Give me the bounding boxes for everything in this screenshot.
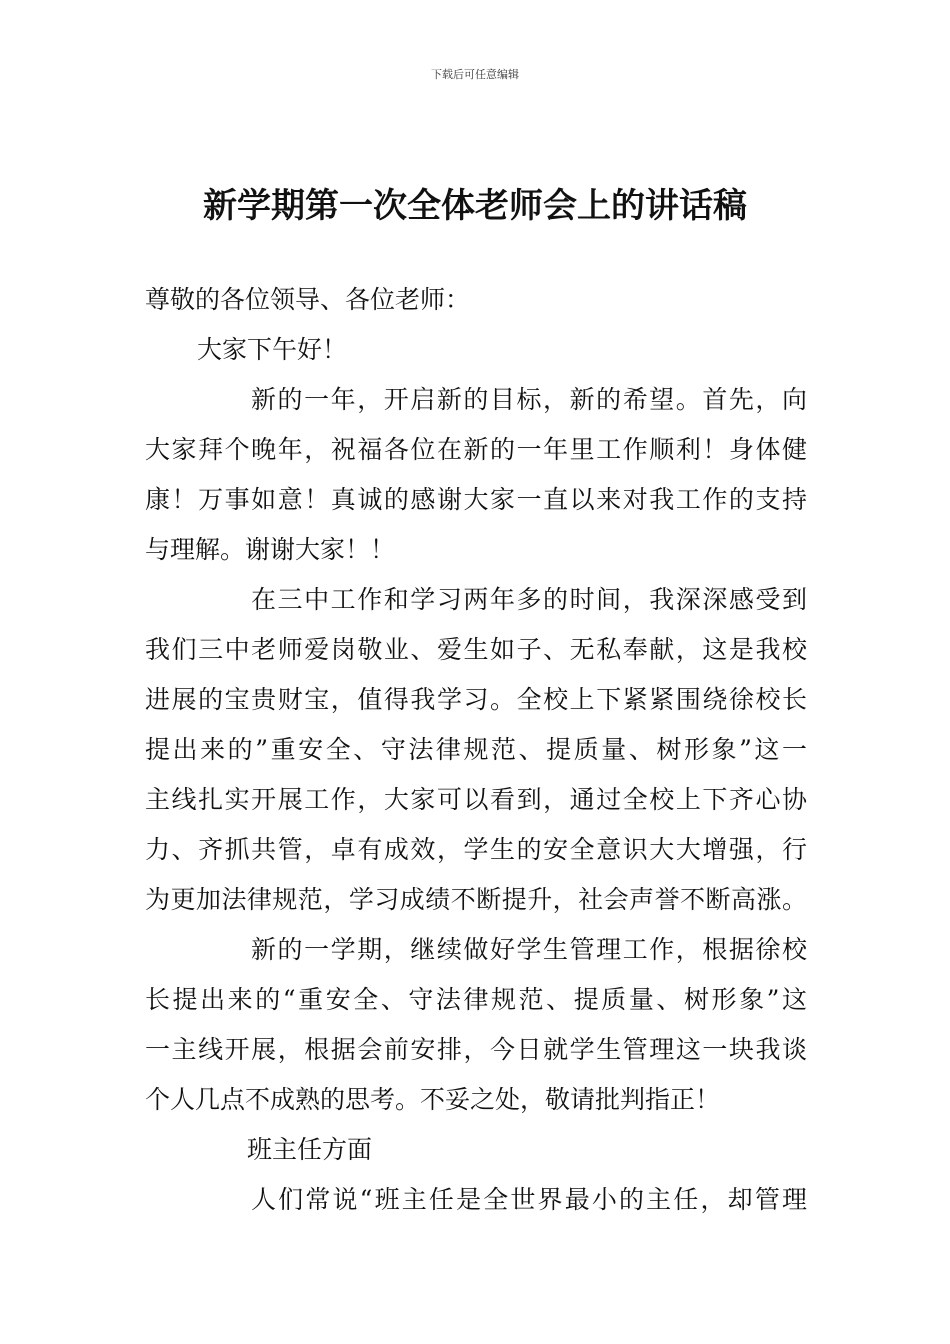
body-line: 长提出来的“重安全、守法律规范、提质量、树形象”这 — [145, 985, 807, 1014]
body-line: 提出来的”重安全、守法律规范、提质量、树形象”这一 — [145, 735, 807, 764]
body-line: 一主线开展，根据会前安排，今日就学生管理这一块我谈 — [145, 1035, 807, 1064]
body-line: 班主任方面 — [247, 1135, 373, 1164]
body-line: 与理解。谢谢大家！！ — [145, 535, 396, 564]
body-line: 大家拜个晚年，祝福各位在新的一年里工作顺利！身体健 — [145, 435, 807, 464]
body-line: 主线扎实开展工作，大家可以看到，通过全校上下齐心协 — [145, 785, 807, 814]
body-line: 我们三中老师爱岗敬业、爱生如子、无私奉献，这是我校 — [145, 635, 807, 664]
body-line: 尊敬的各位领导、各位老师： — [145, 285, 471, 314]
document-title: 新学期第一次全体老师会上的讲话稿 — [203, 186, 747, 226]
body-line: 新的一学期，继续做好学生管理工作，根据徐校 — [251, 935, 807, 964]
body-line: 在三中工作和学习两年多的时间，我深深感受到 — [251, 585, 807, 614]
body-line: 进展的宝贵财宝，值得我学习。全校上下紧紧围绕徐校长 — [145, 685, 807, 714]
body-line: 人们常说“班主任是全世界最小的主任，却管理 — [251, 1185, 807, 1214]
body-line: 大家下午好！ — [197, 335, 348, 364]
body-line: 为更加法律规范，学习成绩不断提升，社会声誉不断高涨。 — [145, 885, 807, 914]
header-note: 下载后可任意编辑 — [431, 68, 519, 81]
body-line: 个人几点不成熟的思考。不妥之处，敬请批判指正！ — [145, 1085, 721, 1114]
body-line: 力、齐抓共管，卓有成效，学生的安全意识大大增强，行 — [145, 835, 807, 864]
body-line: 新的一年，开启新的目标，新的希望。首先，向 — [251, 385, 807, 414]
body-line: 康！万事如意！真诚的感谢大家一直以来对我工作的支持 — [145, 485, 807, 514]
